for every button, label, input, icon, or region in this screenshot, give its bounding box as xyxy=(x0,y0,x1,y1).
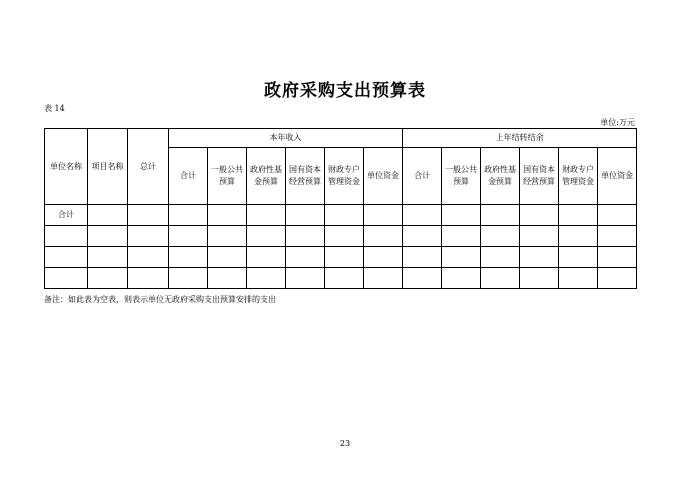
table-cell xyxy=(208,268,247,289)
table-cell xyxy=(325,205,364,226)
header-carry-subtotal: 合计 xyxy=(403,148,442,205)
table-cell xyxy=(286,247,325,268)
table-cell xyxy=(442,268,481,289)
header-unit-name: 单位名称 xyxy=(45,129,88,205)
table-cell xyxy=(169,205,208,226)
table-cell xyxy=(128,226,169,247)
table-row xyxy=(45,247,637,268)
table-cell xyxy=(169,268,208,289)
header-income-fund-budget: 政府性基金预算 xyxy=(247,148,286,205)
table-cell xyxy=(403,205,442,226)
table-cell xyxy=(481,247,520,268)
table-cell xyxy=(88,205,128,226)
table-cell xyxy=(208,205,247,226)
table-cell xyxy=(364,205,403,226)
table-cell xyxy=(364,247,403,268)
page-number: 23 xyxy=(339,439,351,448)
page-title: 政府采购支出预算表 xyxy=(264,81,426,101)
table-cell xyxy=(247,247,286,268)
header-carry-special-account: 财政专户管理资金 xyxy=(559,148,598,205)
table-cell xyxy=(128,247,169,268)
header-income-general-budget: 一般公共预算 xyxy=(208,148,247,205)
table-cell xyxy=(481,226,520,247)
row-label: 合计 xyxy=(45,205,88,226)
table-cell xyxy=(286,205,325,226)
table-cell xyxy=(325,226,364,247)
header-carry-general-budget: 一般公共预算 xyxy=(442,148,481,205)
table-cell xyxy=(128,268,169,289)
table-number: 表 14 xyxy=(44,104,65,113)
header-carry-state-capital: 国有资本经营预算 xyxy=(520,148,559,205)
header-income-subtotal: 合计 xyxy=(169,148,208,205)
table-row xyxy=(45,205,637,226)
table-cell xyxy=(520,247,559,268)
unit-label: 单位:万元 xyxy=(600,118,635,127)
table-cell xyxy=(247,268,286,289)
table-cell xyxy=(559,205,598,226)
row-label xyxy=(45,268,88,289)
row-label xyxy=(45,226,88,247)
table-cell xyxy=(598,247,637,268)
procurement-budget-table xyxy=(44,128,637,289)
header-row-group xyxy=(45,129,637,148)
table-cell xyxy=(559,268,598,289)
table-cell xyxy=(169,226,208,247)
table-cell xyxy=(442,247,481,268)
table-cell xyxy=(598,268,637,289)
table-cell xyxy=(598,226,637,247)
header-current-income: 本年收入 xyxy=(169,129,403,148)
table-cell xyxy=(520,205,559,226)
footnote: 备注：如此表为空表，则表示单位无政府采购支出预算安排的支出 xyxy=(44,295,276,304)
header-income-unit-funds: 单位资金 xyxy=(364,148,403,205)
table-cell xyxy=(364,268,403,289)
table-cell xyxy=(325,247,364,268)
header-income-special-account: 财政专户管理资金 xyxy=(325,148,364,205)
table-cell xyxy=(247,226,286,247)
table-cell xyxy=(286,226,325,247)
table-cell xyxy=(559,247,598,268)
table-cell xyxy=(247,205,286,226)
table-cell xyxy=(88,247,128,268)
table-cell xyxy=(128,205,169,226)
table-row xyxy=(45,226,637,247)
table-cell xyxy=(481,205,520,226)
table-cell xyxy=(364,226,403,247)
table-cell xyxy=(208,226,247,247)
header-carry-unit-funds: 单位资金 xyxy=(598,148,637,205)
table-cell xyxy=(520,268,559,289)
table-cell xyxy=(559,226,598,247)
header-total: 总计 xyxy=(128,129,169,205)
table-cell xyxy=(520,226,559,247)
table-cell xyxy=(442,205,481,226)
table-cell xyxy=(598,205,637,226)
table-cell xyxy=(481,268,520,289)
table-cell xyxy=(286,268,325,289)
table-cell xyxy=(442,226,481,247)
header-project-name: 项目名称 xyxy=(88,129,128,205)
table-row xyxy=(45,268,637,289)
table-cell xyxy=(403,268,442,289)
header-carryover: 上年结转结余 xyxy=(403,129,637,148)
table-cell xyxy=(169,247,208,268)
table-cell xyxy=(88,226,128,247)
table-cell xyxy=(325,268,364,289)
row-label xyxy=(45,247,88,268)
header-income-state-capital: 国有资本经营预算 xyxy=(286,148,325,205)
table-cell xyxy=(403,247,442,268)
table-cell xyxy=(403,226,442,247)
table-cell xyxy=(88,268,128,289)
table-cell xyxy=(208,247,247,268)
header-carry-fund-budget: 政府性基金预算 xyxy=(481,148,520,205)
